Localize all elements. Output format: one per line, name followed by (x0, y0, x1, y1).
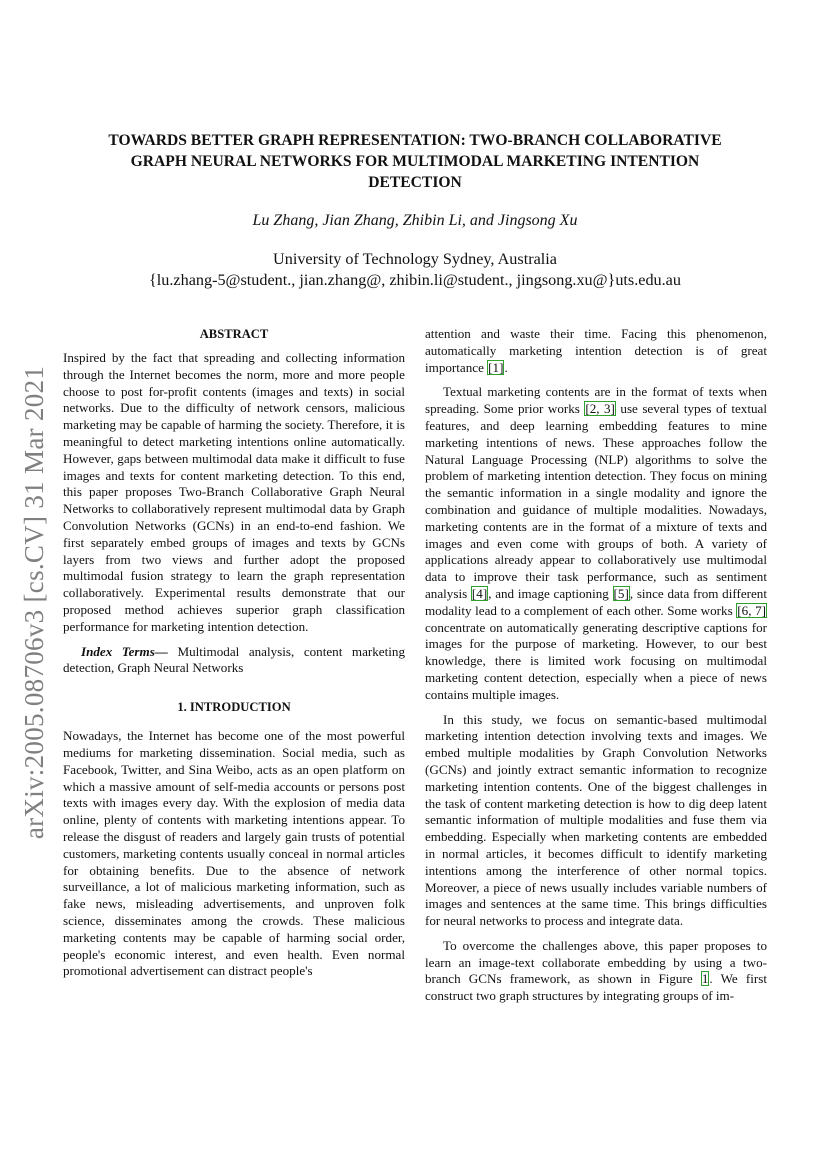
text-run: , and image captioning (488, 585, 613, 601)
arxiv-identifier (15, 357, 55, 847)
index-terms-label: Index Terms— (81, 643, 168, 659)
abstract-heading: ABSTRACT (199, 327, 269, 341)
text-run: . We first construct two graph structures by integrating groups of im- (425, 971, 768, 1004)
index-terms-text: Multimodal analysis, content marketing detection, Graph Neural Networks (63, 643, 405, 676)
intro-paragraph-2 (425, 384, 767, 703)
index-terms (63, 644, 405, 678)
affiliation-block (70, 249, 760, 291)
text-run: attention and waste their time. Facing this phenomenon, automatically marketing intention detection is of great importance (425, 326, 767, 375)
intro-paragraph-1-continued (425, 326, 767, 376)
figure-reference-link[interactable]: 1 (701, 971, 709, 987)
title-line-3: DETECTION (368, 174, 462, 191)
text-run: use several types of textual features, and deep learning embedding features to mine marketing intentions of news. These approaches follow the Natural Language Processing (NLP) algorithms to solve the problem of marketing intention detection. They focus on mining the semantic information in a single modality and ignore the combination and guidance of multiple modalities. Nowadays, marketing contents are in the format of a mixture of texts and images and even come with groups of both. A variety of applications already appear to collaboratively use multimodal data to improve their task performance, such as sentiment analysis (425, 401, 767, 601)
left-column (63, 326, 405, 988)
title-line-1: TOWARDS BETTER GRAPH REPRESENTATION: TWO-BRANCH COLLABORATIVE (108, 132, 722, 149)
text-run: Textual marketing contents are in the format of texts when spreading. Some prior works (425, 384, 767, 417)
intro-paragraph-1: Nowadays, the Internet has become one of the most powerful mediums for marketing dissemination. Social media, such as Facebook, Twitter, and Sina Weibo, acts as an open platform on which a massive amount of self-media accounts or persons post texts with images every day. With the explosion of media data online, plenty of contents with marketing intentions appear. To release the disgust of readers and largely gain trusts of potential customers, marketing contents usually conceal in normal articles for obtaining benefits. Due to the absence of network surveillance, a lot of malicious marketing information, such as fake news, misleading advertisements, and unproven folk science, disseminates among the crowds. These malicious marketing contents may be capable of harming social order, people's economic interest, and even health. Even normal promotional advertisement can distract people's (63, 728, 405, 979)
affiliation: University of Technology Sydney, Australia (273, 250, 557, 268)
intro-paragraph-3: In this study, we focus on semantic-based multimodal marketing intention detection involving texts and images. We embed multiple modalities by Graph Convolution Networks (GCNs) and jointly extract semantic information to recognize marketing intention contents. One of the biggest challenges in the task of content marketing detection is how to dig deep latent semantic information of multiple modalities and fuse them via embedding. Especially when marketing contents are embedded in normal articles, it becomes difficult to identify marketing intentions among the interference of other normal topics. Moreover, a piece of news usually includes variable numbers of images and sentences at the same time. This brings difficulties for neural networks to process and integrate data. (425, 711, 767, 929)
citation-link[interactable]: [6, 7] (737, 602, 766, 618)
arxiv-id-text: arXiv:2005.08706v3 [cs.CV] 31 Mar 2021 (19, 365, 50, 839)
title-line-2: GRAPH NEURAL NETWORKS FOR MULTIMODAL MARKETING INTENTION (130, 153, 700, 170)
text-run: , since data from different modality lead to a complement of each other. Some works (425, 585, 767, 618)
right-column (425, 326, 767, 1013)
citation-link[interactable]: [4] (471, 585, 488, 601)
emails: {lu.zhang-5@student., jian.zhang@, zhibin.li@student., jingsong.xu@}uts.edu.au (149, 271, 681, 289)
citation-link[interactable]: [1] (488, 359, 504, 375)
citation-link[interactable]: [2, 3] (585, 401, 615, 417)
author-list: Lu Zhang, Jian Zhang, Zhibin Li, and Jingsong Xu (252, 212, 578, 229)
text-run: To overcome the challenges above, this paper proposes to learn an image-text collaborate embedding by using a two-branch GCNs framework, as shown in Figure (425, 937, 767, 987)
introduction-heading: 1. INTRODUCTION (177, 700, 291, 715)
text-run: concentrate on automatically generating descriptive captions for images for the purpose of marketing. However, to our best knowledge, there is limited work focusing on multimodal marketing content detection, especially when a piece of news contains multiple images. (425, 619, 767, 702)
paper-title (70, 130, 760, 193)
text-run: . (504, 359, 508, 375)
abstract-text: Inspired by the fact that spreading and collecting information through the Internet becomes the norm, more and more people choose to post for-profit contents (images and texts) in social networks. Due to the difficulty of network censors, malicious marketing may be capable of harming the society. Therefore, it is meaningful to detect marketing intentions online automatically. However, gaps between multimodal data make it difficult to fuse images and texts for content marketing detection. To this end, this paper proposes Two-Branch Collaborative Graph Neural Networks to collaboratively represent multimodal data by Graph Convolution Networks (GCNs) in an end-to-end fashion. We first separately embed groups of images and texts by GCNs layers from two views and further adopt the proposed multimodal fusion strategy to learn the graph representation collaboratively. Experimental results demonstrate that our proposed method achieves superior graph classification performance for marketing intention detection. (63, 350, 405, 634)
intro-paragraph-4 (425, 938, 767, 1005)
citation-link[interactable]: [5] (613, 585, 629, 601)
